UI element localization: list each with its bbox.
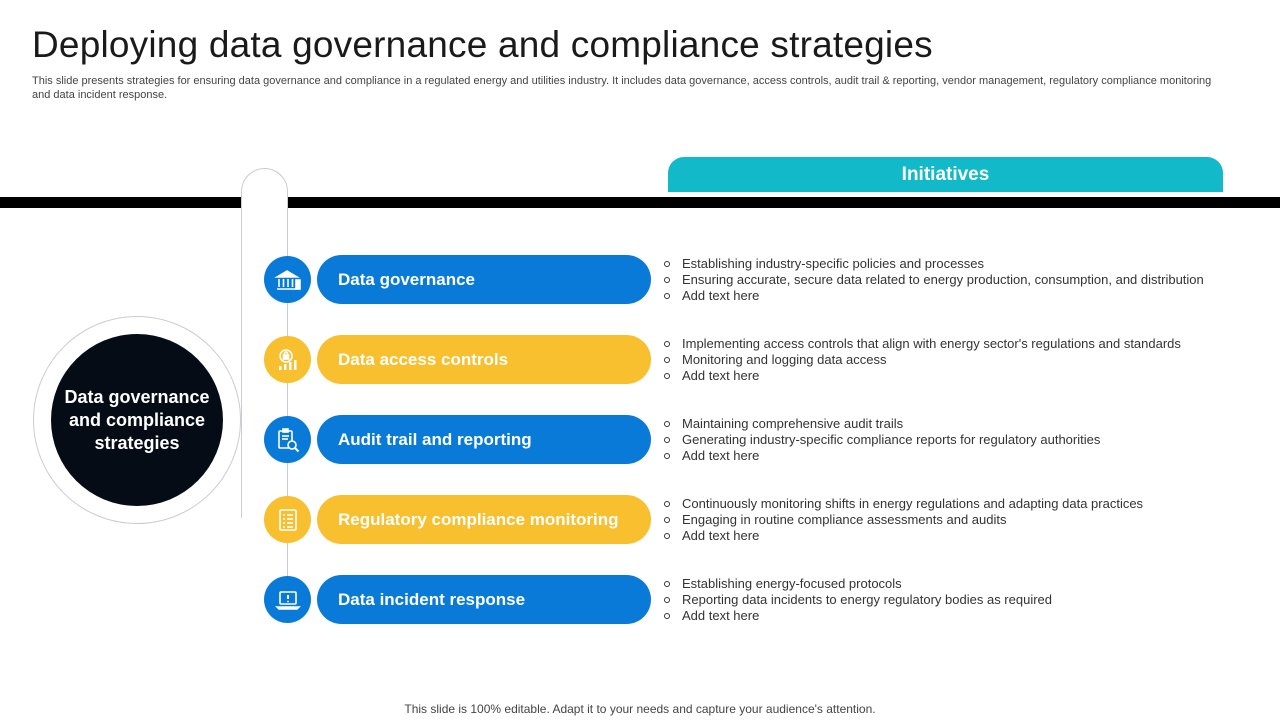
strategy-pill-audit-trail [317, 415, 651, 464]
strategy-label: Data incident response [338, 589, 526, 609]
initiative-list-data-incident-response [663, 576, 1243, 624]
strategy-label: Regulatory compliance monitoring [338, 509, 619, 529]
alert-laptop-icon [264, 576, 311, 623]
page-title: Deploying data governance and compliance strategies [32, 24, 933, 65]
list-item: Add text here [663, 288, 1243, 304]
lock-chart-icon [264, 336, 311, 383]
initiative-list-data-access-controls [663, 336, 1243, 384]
strategy-pill-data-access-controls [317, 335, 651, 384]
list-item: Engaging in routine compliance assessments and audits [663, 512, 1243, 528]
government-building-icon [264, 256, 311, 303]
list-item: Establishing industry-specific policies and processes [663, 256, 1243, 272]
list-item: Generating industry-specific compliance reports for regulatory authorities [663, 432, 1243, 448]
list-item: Establishing energy-focused protocols [663, 576, 1243, 592]
strategy-pill-regulatory-compliance [317, 495, 651, 544]
list-item: Ensuring accurate, secure data related to energy production, consumption, and distribution [663, 272, 1243, 288]
page-subtitle: This slide presents strategies for ensuring data governance and compliance in a regulated energy and utilities industry. It includes data governance, access controls, audit trail & reporting, vendor management, regulatory compliance monitoring and data incident response. [32, 75, 1212, 101]
initiative-list-data-governance [663, 256, 1243, 304]
strategy-pill-data-governance [317, 255, 651, 304]
strategy-label: Audit trail and reporting [338, 429, 532, 449]
strategy-label: Data governance [338, 269, 475, 289]
audit-clipboard-icon [264, 416, 311, 463]
list-item: Add text here [663, 608, 1243, 624]
list-item: Continuously monitoring shifts in energy regulations and adapting data practices [663, 496, 1243, 512]
list-item: Add text here [663, 368, 1243, 384]
initiatives-header [668, 157, 1223, 192]
list-item: Add text here [663, 448, 1243, 464]
footer-note: This slide is 100% editable. Adapt it to your needs and capture your audience's attention. [404, 702, 876, 716]
list-item: Implementing access controls that align with energy sector's regulations and standards [663, 336, 1243, 352]
initiatives-label: Initiatives [901, 163, 990, 185]
initiative-list-regulatory-compliance [663, 496, 1243, 544]
header-divider-bar [0, 197, 1280, 208]
initiative-list-audit-trail [663, 416, 1243, 464]
list-item: Reporting data incidents to energy regulatory bodies as required [663, 592, 1243, 608]
stem-gap [242, 197, 287, 208]
center-label: Data governance and compliance strategies [64, 386, 210, 453]
list-item: Add text here [663, 528, 1243, 544]
strategy-label: Data access controls [338, 349, 509, 369]
list-item: Monitoring and logging data access [663, 352, 1243, 368]
strategy-pill-data-incident-response [317, 575, 651, 624]
checklist-icon [264, 496, 311, 543]
center-circle [51, 334, 223, 506]
list-item: Maintaining comprehensive audit trails [663, 416, 1243, 432]
